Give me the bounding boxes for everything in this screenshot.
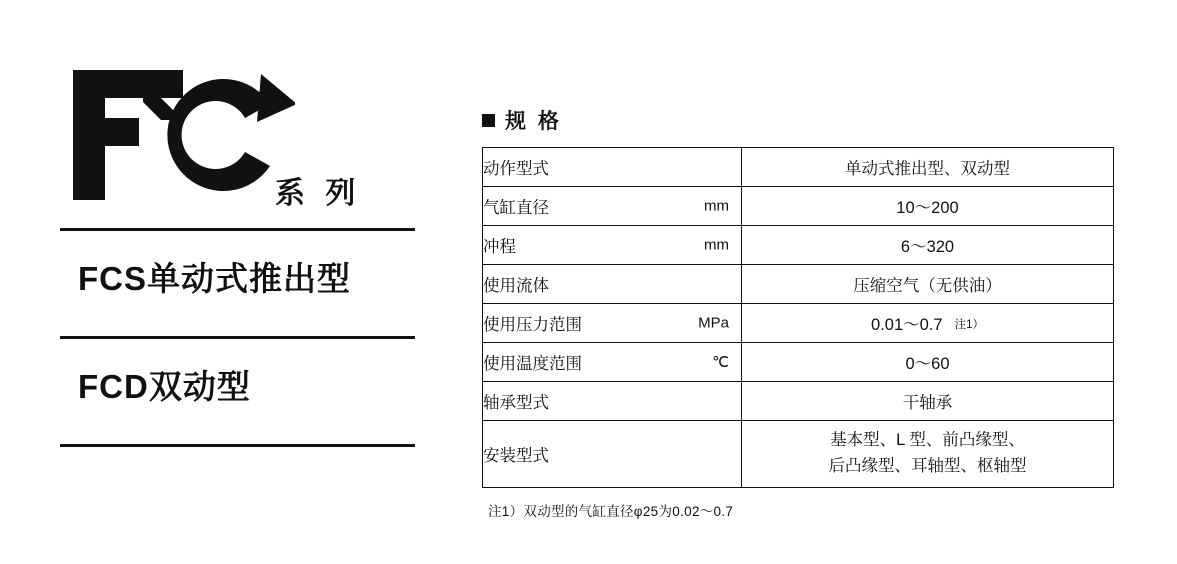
product-title-fcs: FCS单动式推出型 (78, 260, 351, 297)
spec-value-cell (742, 382, 1114, 421)
spec-label-text: 使用压力范围 (483, 316, 582, 334)
spec-label-text: 轴承型式 (483, 394, 549, 412)
spec-unit-text: ℃ (712, 354, 729, 371)
spec-value-cell (742, 304, 1114, 343)
table-row (483, 265, 1114, 304)
spec-value-text: 单动式推出型、双动型 (845, 160, 1010, 178)
table-row (483, 382, 1114, 421)
spec-unit-text: mm (704, 236, 729, 254)
brand-panel (60, 60, 420, 447)
bullet-square-icon (482, 114, 495, 127)
spec-label-cell (483, 421, 742, 488)
spec-value-cell (742, 187, 1114, 226)
table-row (483, 421, 1114, 488)
specification-panel (482, 105, 1114, 520)
spec-value-text: 压缩空气（无供油） (853, 277, 1002, 295)
spec-label-text: 动作型式 (483, 160, 549, 178)
spec-value-cell (742, 265, 1114, 304)
spec-value-note: 注1） (954, 319, 984, 331)
spec-label-cell (483, 382, 742, 421)
spec-value-text-line1: 基本型、L 型、前凸缘型、 (830, 431, 1025, 450)
table-row (483, 226, 1114, 265)
spec-value-cell (742, 226, 1114, 265)
spec-value-cell (742, 421, 1114, 488)
spec-label-cell (483, 343, 742, 382)
spec-label-text: 安装型式 (483, 447, 549, 465)
divider-bottom (60, 444, 415, 447)
spec-value-text: 0.01～0.7 (871, 316, 943, 334)
spec-value-cell (742, 343, 1114, 382)
spec-value-text: 干轴承 (902, 394, 953, 412)
table-footnote: 注1）双动型的气缸直径φ25为0.02～0.7 (488, 504, 734, 519)
spec-label-cell (483, 265, 742, 304)
spec-value-text: 6～320 (900, 238, 955, 256)
spec-label-cell (483, 187, 742, 226)
fc-logo (60, 60, 400, 210)
spec-label-text: 冲程 (483, 238, 516, 256)
table-row (483, 304, 1114, 343)
spec-value-text: 10～200 (896, 199, 959, 217)
product-title-fcd: FCD双动型 (78, 368, 251, 405)
spec-unit-text: MPa (698, 314, 729, 332)
spec-heading-text: 规 格 (505, 110, 562, 133)
spec-label-text: 使用温度范围 (483, 355, 582, 373)
spec-value-cell (742, 148, 1114, 187)
spec-label-cell (483, 304, 742, 343)
spec-unit-text: mm (704, 197, 729, 215)
spec-value-text-line2: 后凸缘型、耳轴型、枢轴型 (828, 457, 1027, 475)
table-row (483, 148, 1114, 187)
spec-heading (482, 105, 1114, 135)
spec-label-cell (483, 226, 742, 265)
spec-label-text: 气缸直径 (483, 199, 549, 217)
table-row (483, 187, 1114, 226)
series-label: 系 列 (275, 177, 362, 210)
spec-value-text: 0～60 (905, 355, 950, 373)
fc-logo-graphic (65, 60, 295, 210)
specification-table (482, 147, 1114, 488)
table-row (483, 343, 1114, 382)
spec-label-cell (483, 148, 742, 187)
spec-label-text: 使用流体 (483, 277, 549, 295)
